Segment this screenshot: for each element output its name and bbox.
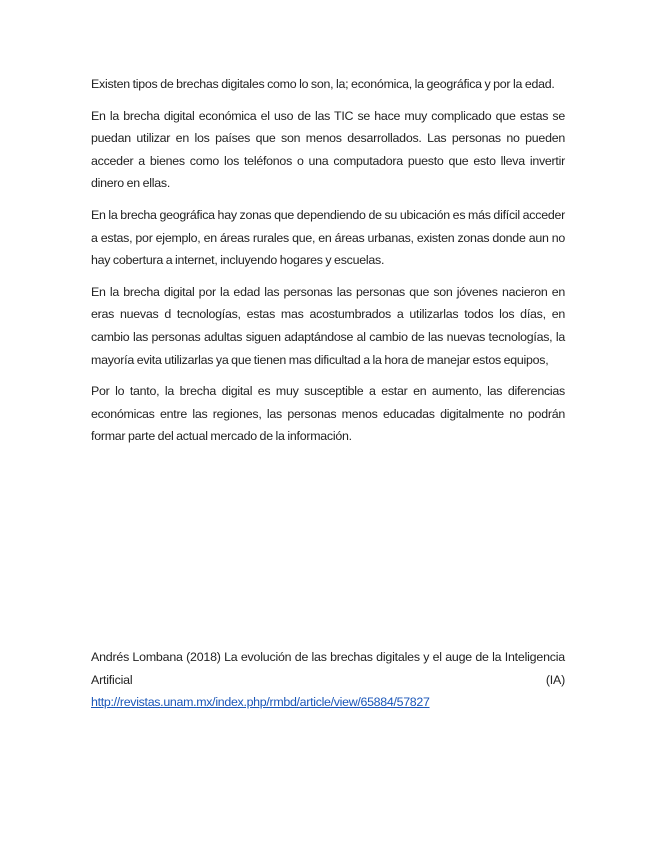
paragraph-economic-gap: En la brecha digital económica el uso de las TIC se hace muy complicado que estas se puedan utilizar en los países que son menos desarrollados. Las personas no pueden acceder a bienes como los teléfonos o una computadora puesto que esto lleva invertir dinero en ellas. — [91, 108, 565, 191]
paragraph-geographic-gap: En la brecha geográfica hay zonas que dependiendo de su ubicación es más difícil acceder a estas, por ejemplo, en áreas rurales que, en áreas urbanas, existen zonas donde aun no hay cobertura a internet, incluyendo hogares y escuelas. — [91, 207, 565, 268]
paragraph-conclusion: Por lo tanto, la brecha digital es muy susceptible a estar en aumento, las diferencias económicas entre las regiones, las personas menos educadas digitalmente no podrán formar parte del actual mercado de la información. — [91, 384, 565, 444]
reference-block — [91, 646, 565, 714]
reference-citation: Andrés Lombana (2018) La evolución de las brechas digitales y el auge de la Inteligencia Artificial (IA) — [91, 650, 565, 687]
document-body — [91, 73, 565, 457]
reference-link[interactable]: http://revistas.unam.mx/index.php/rmbd/article/view/65884/57827 — [91, 695, 430, 710]
paragraph-intro: Existen tipos de brechas digitales como lo son, la; económica, la geográfica y por la edad. — [91, 77, 555, 91]
paragraph-age-gap: En la brecha digital por la edad las personas las personas que son jóvenes nacieron en eras nuevas d tecnologías, estas mas acostumbrados a utilizarlas todos los días, en cambio las personas adultas siguen adaptándose al cambio de las nuevas tecnologías, la mayoría evita utilizarlas ya que tienen mas dificultad a la hora de manejar estos equipos, — [91, 284, 565, 367]
